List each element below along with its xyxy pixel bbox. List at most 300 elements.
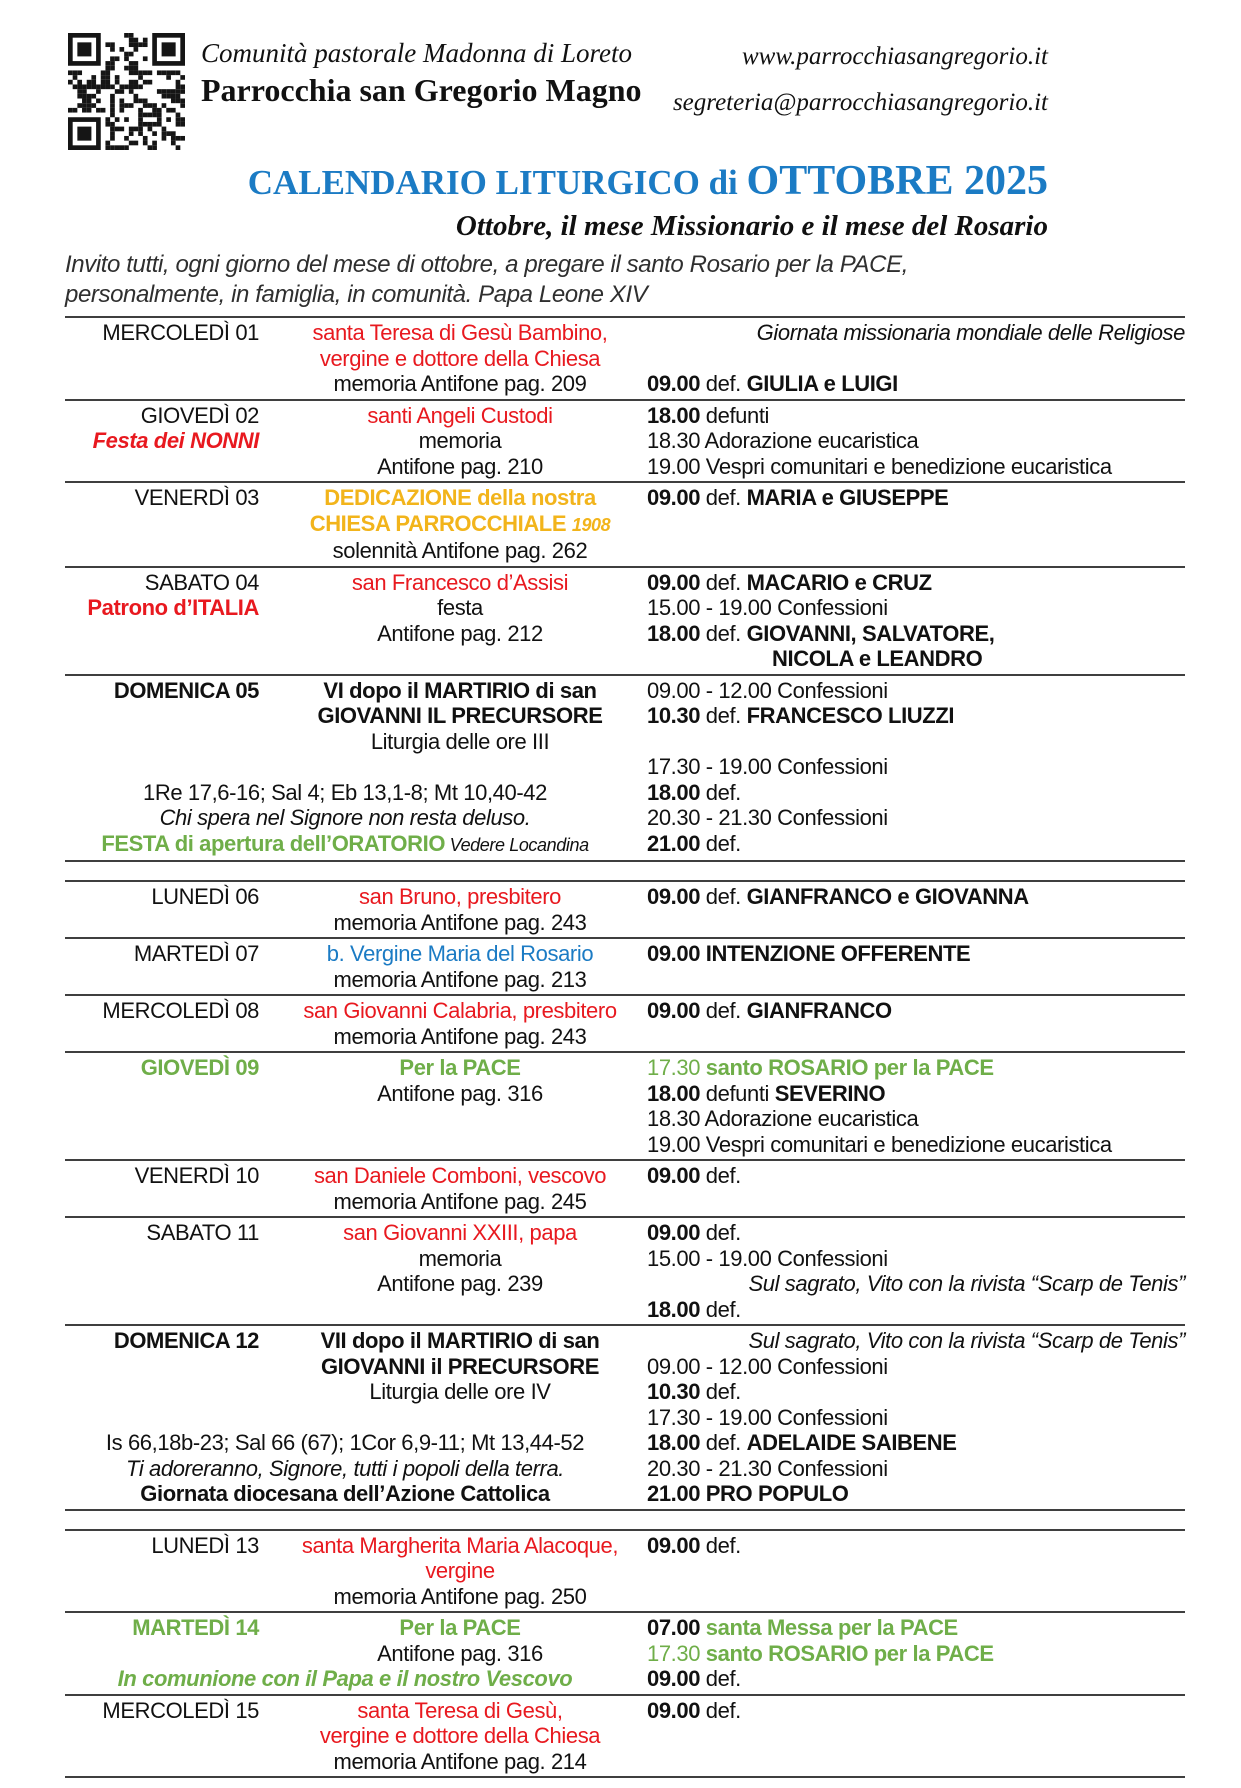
feast-label — [295, 754, 625, 780]
day-label — [65, 1723, 295, 1749]
day-feast-line — [65, 910, 625, 936]
text-run: defunti — [700, 1080, 775, 1106]
text-run: def. — [700, 1296, 741, 1322]
page-subtitle: Ottobre, il mese Missionario e il mese del Rosario — [455, 210, 1048, 242]
event-line — [647, 1220, 1185, 1246]
feast-label — [295, 910, 625, 936]
text-run: 09.00 — [647, 1220, 701, 1245]
text-run: Giornata diocesana dell’Azione Cattolica — [140, 1481, 550, 1506]
feast-label — [295, 538, 625, 564]
events-column — [625, 1698, 1185, 1775]
text-run: 18.00 — [647, 402, 701, 428]
text-run: Antifone pag. 239 — [377, 1271, 543, 1296]
text-run: VENERDÌ 03 — [134, 485, 259, 510]
calendar-row — [65, 1529, 1185, 1612]
text-run: 09.00 — [647, 485, 701, 510]
day-label — [65, 910, 295, 936]
day-label — [65, 1533, 295, 1559]
text-run: memoria Antifone pag. 243 — [333, 1023, 587, 1049]
event-line — [647, 646, 1185, 672]
event-line — [647, 941, 1185, 967]
day-feast-column — [65, 941, 625, 992]
day-label — [65, 346, 295, 372]
text-run: SABATO 04 — [144, 569, 259, 595]
text-run: 17.30 — [647, 1055, 701, 1080]
calendar-row — [65, 880, 1185, 937]
event-line — [647, 1354, 1185, 1380]
day-feast-line — [65, 1328, 625, 1354]
day-feast-line — [65, 346, 625, 372]
text-run: 20.30 - 21.30 Confessioni — [647, 805, 888, 830]
text-run: 09.00 — [647, 371, 701, 396]
day-label — [65, 428, 295, 454]
text-run: 09.00 — [647, 569, 701, 595]
event-line — [647, 621, 1185, 647]
text-run: san Giovanni Calabria, presbitero — [303, 998, 617, 1023]
text-run: 17.30 — [647, 1640, 701, 1666]
event-line — [647, 1163, 1185, 1189]
text-run: MARTEDÌ 07 — [133, 941, 259, 966]
events-column — [625, 1220, 1185, 1322]
event-line — [647, 346, 1185, 372]
text-run: 20.30 - 21.30 Confessioni — [647, 1455, 888, 1481]
text-run: santa Messa per la PACE — [700, 1615, 958, 1640]
day-feast-line — [65, 967, 625, 993]
text-run: FRANCESCO LIUZZI — [746, 703, 955, 728]
day-feast-line — [65, 371, 625, 397]
text-run: b. Vergine Maria del Rosario — [326, 941, 594, 966]
text-run: ADELAIDE SAIBENE — [746, 1430, 957, 1455]
feast-label — [295, 729, 625, 755]
day-feast-column — [65, 320, 625, 397]
event-line — [647, 454, 1185, 480]
feast-label — [295, 621, 625, 647]
text-run: 15.00 - 19.00 Confessioni — [647, 1245, 888, 1271]
text-run: 18.00 — [647, 1296, 701, 1322]
text-run: Per la PACE — [399, 1055, 521, 1080]
text-run: SEVERINO — [774, 1080, 886, 1106]
feast-label — [295, 998, 625, 1024]
row-separator — [65, 1509, 1185, 1529]
parish-identity — [201, 33, 642, 110]
text-run: festa — [437, 595, 483, 620]
events-column — [625, 403, 1185, 480]
events-column — [625, 941, 1185, 992]
text-run: memoria — [418, 1245, 502, 1271]
event-line — [647, 805, 1185, 831]
event-line — [647, 1456, 1185, 1482]
events-column — [625, 998, 1185, 1049]
text-run: 18.30 Adorazione eucaristica — [647, 1106, 919, 1131]
event-line — [647, 1081, 1185, 1107]
text-run: LUNEDÌ 13 — [151, 1532, 259, 1558]
feast-label — [295, 511, 625, 539]
feast-label — [295, 1328, 625, 1354]
day-feast-column — [65, 1615, 625, 1692]
text-run: MERCOLEDÌ 01 — [102, 320, 259, 345]
day-label — [65, 1081, 295, 1107]
calendar-table — [65, 316, 1185, 1778]
day-feast-line — [65, 403, 625, 429]
day-feast-column — [65, 403, 625, 480]
day-feast-column — [65, 1328, 625, 1507]
day-label — [65, 1328, 295, 1354]
event-line — [647, 595, 1185, 621]
event-line — [647, 1430, 1185, 1456]
day-label — [65, 595, 295, 621]
day-label — [65, 1558, 295, 1584]
text-run: defunti — [700, 402, 770, 428]
feast-label — [295, 485, 625, 511]
day-feast-line — [65, 1558, 625, 1584]
feast-label — [295, 1379, 625, 1405]
event-line — [647, 1481, 1185, 1507]
text-run: santa Teresa di Gesù, — [357, 1697, 563, 1723]
event-line — [647, 570, 1185, 596]
day-label — [65, 1055, 295, 1081]
text-run: FESTA di apertura dell’ORATORIO — [101, 830, 446, 856]
text-run: Chi spera nel Signore non resta deluso. — [159, 805, 531, 830]
calendar-row — [65, 1611, 1185, 1694]
calendar-row — [65, 399, 1185, 482]
text-run: def. — [700, 1430, 747, 1455]
day-feast-column — [65, 884, 625, 935]
text-run: def. — [700, 884, 747, 909]
day-feast-line — [65, 884, 625, 910]
calendar-row — [65, 674, 1185, 861]
day-feast-line — [65, 729, 625, 755]
feast-label — [295, 1024, 625, 1050]
event-line — [647, 1055, 1185, 1081]
calendar-row — [65, 1694, 1185, 1777]
day-feast-line — [65, 1749, 625, 1775]
feast-label — [295, 1533, 625, 1559]
text-run: 18.30 Adorazione eucaristica — [647, 428, 919, 453]
text-run: san Daniele Comboni, vescovo — [313, 1163, 607, 1188]
event-line — [647, 678, 1185, 704]
text-run: 18.00 — [647, 779, 701, 805]
day-label — [65, 1024, 295, 1050]
text-run: vergine e dottore della Chiesa — [319, 1723, 601, 1748]
text-run: VI dopo il MARTIRIO di san — [323, 677, 597, 703]
text-run: def. — [700, 830, 741, 856]
text-run: 09.00 — [647, 1666, 701, 1691]
text-run: GIOVEDÌ 09 — [140, 1055, 259, 1080]
text-run: santa Teresa di Gesù Bambino, — [312, 320, 608, 345]
text-run: LUNEDÌ 06 — [151, 884, 259, 909]
text-run: GIULIA e LUIGI — [746, 371, 898, 396]
day-feast-line — [65, 1615, 625, 1641]
qr-code — [68, 33, 185, 150]
contact-info — [673, 33, 1048, 119]
day-feast-line — [65, 1189, 625, 1215]
note-line — [65, 1430, 625, 1456]
day-label — [65, 967, 295, 993]
calendar-row — [65, 1159, 1185, 1216]
text-run: Vedere Locandina — [445, 834, 589, 855]
text-run: In comunione con il Papa e il nostro Vescovo — [117, 1666, 573, 1691]
feast-label — [295, 1271, 625, 1297]
event-line — [647, 320, 1185, 346]
day-feast-line — [65, 485, 625, 511]
day-label — [65, 1220, 295, 1246]
day-feast-line — [65, 1081, 625, 1107]
day-feast-line — [65, 538, 625, 564]
feast-label — [295, 1641, 625, 1667]
title-month: OTTOBRE 2025 — [746, 158, 1048, 204]
feast-label — [295, 346, 625, 372]
feast-label — [295, 595, 625, 621]
title-main: CALENDARIO LITURGICO di — [247, 163, 747, 202]
text-run: vergine — [425, 1558, 495, 1583]
day-label — [65, 371, 295, 397]
event-line — [647, 428, 1185, 454]
website-url: www.parrocchiasangregorio.it — [741, 43, 1048, 70]
text-run: Sul sagrato, Vito con la rivista “Scarp de Tenis” — [748, 1328, 1185, 1353]
events-column — [625, 678, 1185, 859]
calendar-row — [65, 1216, 1185, 1324]
feast-label — [295, 320, 625, 346]
text-run: memoria Antifone pag. 213 — [333, 966, 587, 992]
event-line — [647, 1106, 1185, 1132]
text-run: 17.30 - 19.00 Confessioni — [647, 1404, 888, 1430]
day-feast-column — [65, 1055, 625, 1157]
feast-label — [295, 1189, 625, 1215]
events-column — [625, 1055, 1185, 1157]
text-run: Antifone pag. 212 — [377, 620, 543, 646]
calendar-row — [65, 566, 1185, 674]
day-feast-column — [65, 1163, 625, 1214]
text-run: 09.00 — [647, 1697, 701, 1723]
text-run: def. — [700, 1163, 741, 1188]
day-label — [65, 454, 295, 480]
text-run: 15.00 - 19.00 Confessioni — [647, 595, 888, 620]
text-run: GIOVEDÌ 02 — [140, 402, 259, 428]
day-label — [65, 1584, 295, 1610]
text-run: DEDICAZIONE della nostra — [324, 485, 596, 510]
day-label — [65, 1698, 295, 1724]
row-separator — [65, 860, 1185, 880]
text-run: 21.00 — [647, 830, 701, 856]
calendar-row — [65, 994, 1185, 1051]
community-name: Comunità pastorale Madonna di Loreto — [201, 38, 633, 68]
day-feast-line — [65, 1271, 625, 1297]
day-label — [65, 754, 295, 780]
event-line — [647, 1641, 1185, 1667]
feast-label — [295, 1558, 625, 1584]
text-run: def. — [700, 485, 747, 510]
text-run: MERCOLEDÌ 08 — [102, 998, 259, 1023]
event-line — [647, 1533, 1185, 1559]
text-run: 1Re 17,6-16; Sal 4; Eb 13,1-8; Mt 10,40-42 — [143, 779, 547, 805]
page-header — [68, 33, 1048, 150]
intro-paragraph — [65, 250, 1185, 310]
events-column — [625, 320, 1185, 397]
text-run: memoria Antifone pag. 245 — [333, 1188, 587, 1214]
event-line — [647, 1132, 1185, 1158]
text-run: def. — [700, 1697, 741, 1723]
feast-label — [295, 967, 625, 993]
day-label — [65, 621, 295, 647]
event-line — [647, 1297, 1185, 1323]
calendar-row — [65, 318, 1185, 399]
note-line — [65, 831, 625, 859]
day-label — [65, 511, 295, 539]
event-line — [647, 1271, 1185, 1297]
text-run: Liturgia delle ore III — [370, 728, 550, 754]
day-label — [65, 1641, 295, 1667]
text-run: def. — [700, 703, 747, 728]
text-run: memoria — [418, 428, 502, 453]
text-run: 09.00 INTENZIONE OFFERENTE — [647, 941, 971, 966]
calendar-row — [65, 481, 1185, 566]
feast-label — [295, 1698, 625, 1724]
page-title — [68, 158, 1048, 206]
text-run: santi Angeli Custodi — [367, 402, 553, 428]
text-run: memoria Antifone pag. 214 — [333, 1748, 587, 1774]
text-run: GIANFRANCO — [746, 998, 892, 1023]
text-run: MARTEDÌ 14 — [132, 1615, 259, 1640]
event-line — [647, 1405, 1185, 1431]
text-run: def. — [700, 620, 747, 646]
feast-label — [295, 1246, 625, 1272]
day-label — [65, 729, 295, 755]
text-run: 10.30 — [647, 1379, 701, 1404]
event-line — [647, 1615, 1185, 1641]
text-run: Giornata missionaria mondiale delle Religiose — [756, 320, 1185, 345]
day-feast-column — [65, 570, 625, 672]
feast-label — [295, 1081, 625, 1107]
day-feast-line — [65, 1163, 625, 1189]
day-label — [65, 1405, 295, 1431]
intro-line-1: Invito tutti, ogni giorno del mese di ottobre, a pregare il santo Rosario per la PACE, — [65, 251, 908, 278]
text-run: memoria Antifone pag. 209 — [333, 371, 587, 396]
text-run: MACARIO e CRUZ — [746, 569, 932, 595]
day-label — [65, 998, 295, 1024]
day-feast-line — [65, 678, 625, 704]
day-label — [65, 1163, 295, 1189]
text-run: san Giovanni XXIII, papa — [343, 1220, 577, 1245]
feast-label — [295, 884, 625, 910]
text-run: 09.00 — [647, 998, 701, 1023]
events-column — [625, 1328, 1185, 1507]
text-run: def. — [700, 1220, 741, 1245]
day-feast-column — [65, 485, 625, 564]
text-run: 21.00 PRO POPULO — [647, 1481, 849, 1506]
event-line — [647, 754, 1185, 780]
day-feast-line — [65, 454, 625, 480]
text-run: def. — [700, 569, 747, 595]
note-line — [65, 805, 625, 831]
note-line — [65, 780, 625, 806]
text-run: SABATO 11 — [146, 1220, 259, 1245]
event-line — [647, 403, 1185, 429]
text-run: Patrono d’ITALIA — [87, 595, 259, 620]
day-feast-line — [65, 1246, 625, 1272]
text-run: vergine e dottore della Chiesa — [319, 345, 601, 371]
text-run: memoria Antifone pag. 243 — [333, 909, 587, 935]
text-run: Antifone pag. 316 — [377, 1640, 543, 1666]
events-column — [625, 1615, 1185, 1692]
day-label — [65, 703, 295, 729]
day-feast-line — [65, 511, 625, 539]
day-feast-line — [65, 1533, 625, 1559]
text-run: CHIESA PARROCCHIALE — [309, 510, 572, 536]
day-feast-column — [65, 1220, 625, 1322]
day-feast-line — [65, 1354, 625, 1380]
text-run: Per la PACE — [399, 1615, 521, 1640]
text-run: 18.00 — [647, 620, 701, 646]
day-feast-column — [65, 998, 625, 1049]
day-feast-column — [65, 1533, 625, 1610]
text-run: def. — [700, 1532, 741, 1558]
text-run: Is 66,18b-23; Sal 66 (67); 1Cor 6,9-11; Mt 13,44-52 — [105, 1430, 585, 1455]
text-run: def. — [700, 998, 747, 1023]
event-line — [647, 485, 1185, 511]
text-run: santa Margherita Maria Alacoque, — [301, 1532, 619, 1558]
event-line — [647, 884, 1185, 910]
day-feast-line — [65, 320, 625, 346]
day-label — [65, 941, 295, 967]
calendar-row — [65, 1324, 1185, 1509]
events-column — [625, 1163, 1185, 1214]
day-feast-line — [65, 1379, 625, 1405]
event-line — [647, 831, 1185, 857]
day-feast-column — [65, 1698, 625, 1775]
text-run: GIOVANNI, SALVATORE, — [746, 620, 995, 646]
event-line — [647, 998, 1185, 1024]
day-feast-line — [65, 595, 625, 621]
text-run: GIOVANNI IL PRECURSORE — [317, 703, 603, 728]
text-run: Festa dei NONNI — [92, 428, 259, 453]
intro-line-2: personalmente, in famiglia, in comunità. Papa Leone XIV — [65, 281, 648, 308]
text-run: def. — [700, 779, 741, 805]
text-run: Ti adoreranno, Signore, tutti i popoli della terra. — [125, 1455, 564, 1481]
day-feast-line — [65, 703, 625, 729]
calendar-row — [65, 1051, 1185, 1159]
day-feast-line — [65, 1723, 625, 1749]
feast-label — [295, 1584, 625, 1610]
day-label — [65, 1246, 295, 1272]
event-line — [647, 1379, 1185, 1405]
events-column — [625, 1533, 1185, 1610]
day-feast-line — [65, 941, 625, 967]
text-run: 09.00 - 12.00 Confessioni — [647, 677, 888, 703]
event-line — [647, 1666, 1185, 1692]
feast-label — [295, 371, 625, 397]
text-run: MERCOLEDÌ 15 — [102, 1697, 259, 1723]
note-line — [65, 1456, 625, 1482]
day-label — [65, 1354, 295, 1380]
day-feast-line — [65, 1698, 625, 1724]
text-run: solennità Antifone pag. 262 — [332, 538, 588, 563]
day-label — [65, 678, 295, 704]
day-feast-column — [65, 678, 625, 859]
calendar-row — [65, 937, 1185, 994]
text-run: san Bruno, presbitero — [359, 884, 561, 909]
text-run: 18.00 — [647, 1430, 701, 1455]
text-run: MARIA e GIUSEPPE — [746, 485, 949, 510]
day-label — [65, 884, 295, 910]
day-label — [65, 1189, 295, 1215]
events-column — [625, 485, 1185, 564]
text-run: 19.00 Vespri comunitari e benedizione eucaristica — [647, 1131, 1112, 1157]
feast-label — [295, 1163, 625, 1189]
feast-label — [295, 454, 625, 480]
events-column — [625, 884, 1185, 935]
text-run: VENERDÌ 10 — [134, 1163, 259, 1188]
day-label — [65, 1271, 295, 1297]
